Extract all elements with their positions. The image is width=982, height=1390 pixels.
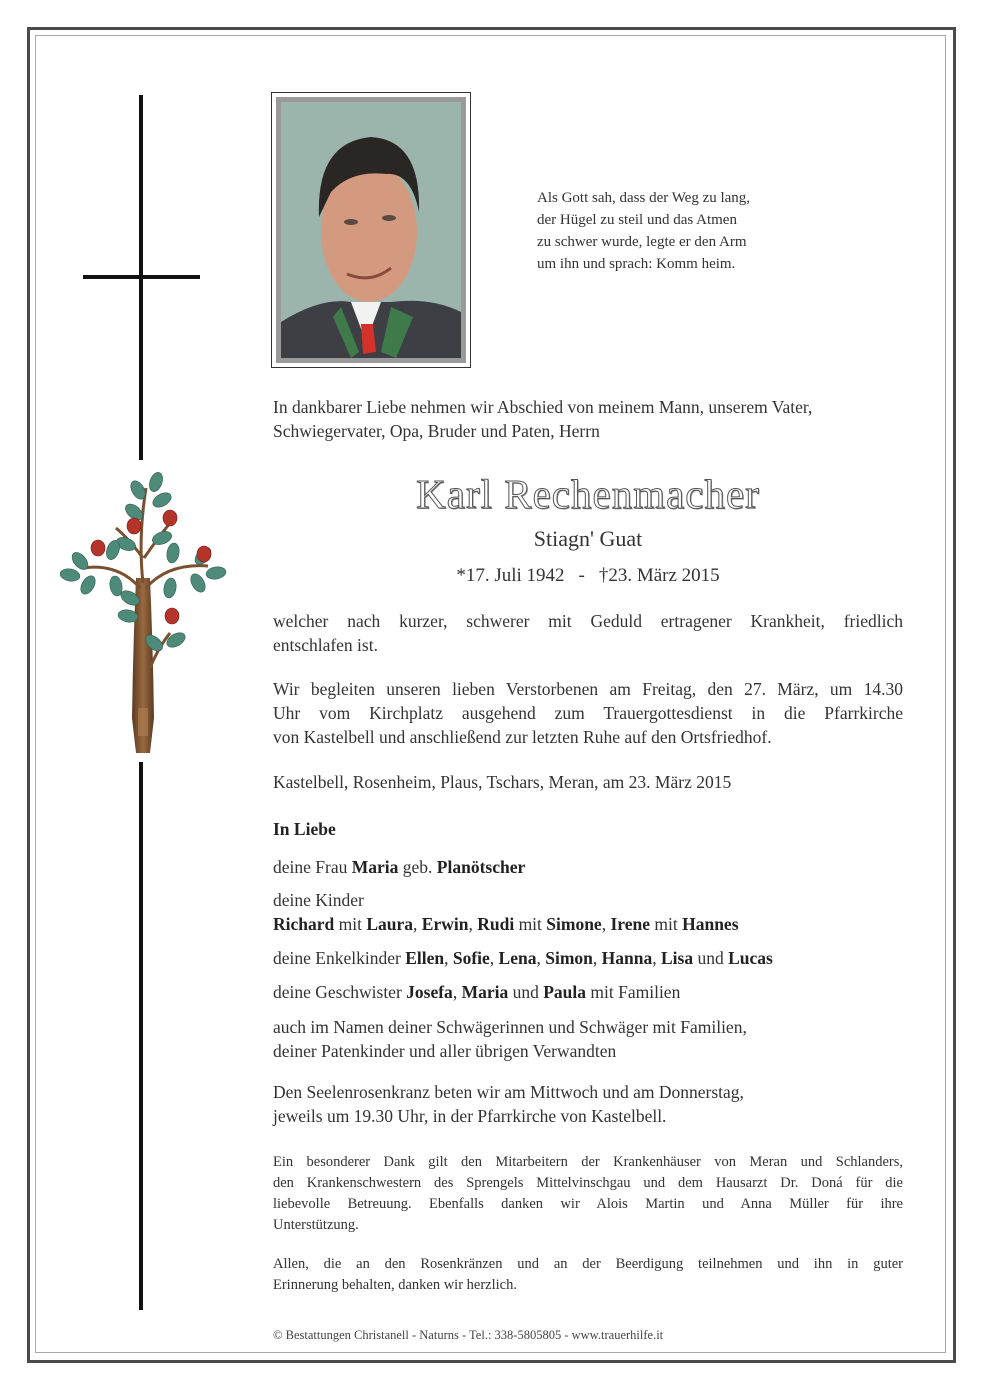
closing-paragraph bbox=[273, 1254, 903, 1296]
person-name: Lisa bbox=[660, 948, 694, 968]
wife-mid: geb. bbox=[398, 857, 437, 877]
portrait-photo bbox=[281, 102, 461, 358]
others-line: deiner Patenkinder und aller übrigen Verwandten bbox=[273, 1041, 617, 1061]
birth-date: *17. Juli 1942 bbox=[456, 565, 565, 586]
thanks-line: liebevolle Betreuung. Ebenfalls danken wir Alois Martin und Anna Müller für ihre bbox=[273, 1196, 903, 1212]
person-name: Richard bbox=[273, 914, 335, 934]
intro-line: Schwiegervater, Opa, Bruder und Paten, Herrn bbox=[273, 421, 600, 441]
connector-text: deine Enkelkinder bbox=[273, 948, 406, 968]
person-name: Rudi bbox=[477, 914, 515, 934]
person-name: Lucas bbox=[728, 948, 773, 968]
mourner-grandchildren bbox=[273, 946, 903, 970]
intro-line: In dankbarer Liebe nehmen wir Abschied von meinem Mann, unserem Vater, bbox=[273, 397, 813, 417]
others-line: auch im Namen deiner Schwägerinnen und Schwäger mit Familien, bbox=[273, 1017, 747, 1037]
wife-prefix: deine Frau bbox=[273, 857, 352, 877]
mourner-children bbox=[273, 888, 903, 936]
person-name: Josefa bbox=[406, 982, 453, 1002]
connector-text: mit bbox=[334, 914, 367, 934]
connector-text: , bbox=[592, 948, 602, 968]
connector-text: , bbox=[444, 948, 453, 968]
person-name: Sofie bbox=[452, 948, 490, 968]
connector-text: , bbox=[652, 948, 661, 968]
person-name: Hanna bbox=[601, 948, 653, 968]
connector-text: und bbox=[508, 982, 544, 1002]
intro-paragraph bbox=[273, 395, 903, 443]
mourner-others bbox=[273, 1015, 903, 1063]
passing-line: welcher nach kurzer, schwerer mit Geduld ertragener Krankheit, friedlich bbox=[273, 611, 903, 631]
person-name: Paula bbox=[543, 982, 587, 1002]
wife-maiden-name: Planötscher bbox=[436, 857, 526, 877]
connector-text: , bbox=[601, 914, 611, 934]
rosary-line: Den Seelenrosenkranz beten wir am Mittwoch und am Donnerstag, bbox=[273, 1082, 744, 1102]
mourner-wife bbox=[273, 855, 903, 879]
connector-text: , bbox=[452, 982, 462, 1002]
funeral-home-footer: © Bestattungen Christanell - Naturns - Tel.: 338-5805805 - www.trauerhilfe.it bbox=[273, 1328, 664, 1342]
person-name: Maria bbox=[461, 982, 509, 1002]
deceased-nickname: Stiagn' Guat bbox=[533, 526, 643, 551]
thanks-line: den Krankenschwestern des Sprengels Mittelvinschgau und dem Hausarzt Dr. Doná für die bbox=[273, 1175, 903, 1191]
passing-paragraph bbox=[273, 609, 903, 657]
poem-line: zu schwer wurde, legte er den Arm bbox=[537, 234, 747, 250]
connector-text: , bbox=[468, 914, 478, 934]
connector-text: mit Familien bbox=[586, 982, 681, 1002]
rosary-line: jeweils um 19.30 Uhr, in der Pfarrkirche von Kastelbell. bbox=[273, 1106, 667, 1126]
person-name: Laura bbox=[366, 914, 414, 934]
funeral-line: Wir begleiten unseren lieben Verstorbenen am Freitag, den 27. März, um 14.30 bbox=[273, 679, 903, 699]
tree-cross-ornament-icon bbox=[58, 468, 228, 758]
connector-text: und bbox=[693, 948, 729, 968]
poem-line: der Hügel zu steil und das Atmen bbox=[537, 212, 737, 228]
closing-line: Allen, die an den Rosenkränzen und an der Beerdigung teilnehmen und ihn in guter bbox=[273, 1256, 903, 1272]
place-date: Kastelbell, Rosenheim, Plaus, Tschars, Meran, am 23. März 2015 bbox=[273, 772, 732, 792]
mourners-heading: In Liebe bbox=[273, 819, 336, 839]
poem-line: um ihn und sprach: Komm heim. bbox=[537, 256, 736, 272]
person-name: Lena bbox=[498, 948, 537, 968]
cross-vertical-bottom bbox=[139, 762, 143, 1310]
portrait-photo-mat bbox=[276, 97, 466, 363]
thanks-line: Ein besonderer Dank gilt den Mitarbeitern der Krankenhäuser von Meran und Schlanders, bbox=[273, 1154, 903, 1170]
person-name: Ellen bbox=[405, 948, 445, 968]
connector-text: , bbox=[489, 948, 499, 968]
person-name: Hannes bbox=[682, 914, 739, 934]
children-label: deine Kinder bbox=[273, 890, 364, 910]
funeral-line: Uhr vom Kirchplatz ausgehend zum Trauergottesdienst in die Pfarrkirche bbox=[273, 703, 903, 723]
portrait-photo-frame bbox=[271, 92, 471, 368]
deceased-name: Karl Rechenmacher bbox=[416, 471, 760, 517]
person-name: Simone bbox=[546, 914, 602, 934]
connector-text: mit bbox=[650, 914, 683, 934]
person-name: Erwin bbox=[421, 914, 469, 934]
wife-name: Maria bbox=[351, 857, 399, 877]
connector-text: , bbox=[413, 914, 422, 934]
person-name: Irene bbox=[610, 914, 650, 934]
date-separator: - bbox=[578, 565, 585, 586]
poem-line: Als Gott sah, dass der Weg zu lang, bbox=[537, 190, 751, 206]
death-date: †23. März 2015 bbox=[598, 565, 720, 586]
mourner-siblings bbox=[273, 980, 903, 1004]
connector-text: mit bbox=[514, 914, 547, 934]
cross-horizontal-bar bbox=[83, 275, 200, 279]
connector-text: , bbox=[536, 948, 546, 968]
thanks-line: Unterstützung. bbox=[273, 1217, 359, 1233]
memorial-poem bbox=[537, 187, 797, 275]
passing-line: entschlafen ist. bbox=[273, 635, 378, 655]
funeral-paragraph bbox=[273, 677, 903, 749]
life-dates bbox=[273, 565, 903, 587]
children-names bbox=[273, 912, 903, 936]
connector-text: deine Geschwister bbox=[273, 982, 407, 1002]
thanks-paragraph bbox=[273, 1152, 903, 1236]
rosary-paragraph bbox=[273, 1080, 903, 1128]
closing-line: Erinnerung behalten, danken wir herzlich. bbox=[273, 1277, 517, 1293]
funeral-line: von Kastelbell und anschließend zur letzten Ruhe auf den Ortsfriedhof. bbox=[273, 727, 772, 747]
person-name: Simon bbox=[545, 948, 593, 968]
